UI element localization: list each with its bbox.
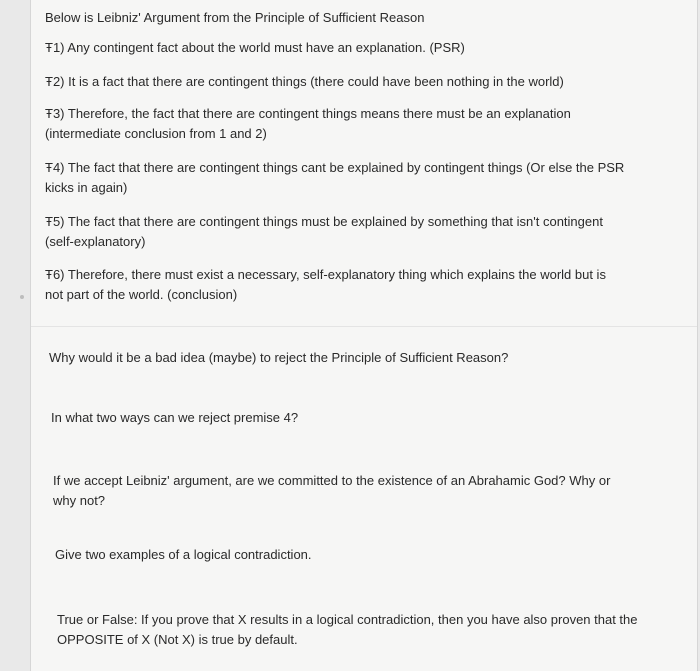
document-heading: Below is Leibniz' Argument from the Principle of Sufficient Reason [45, 10, 425, 25]
margin-dot [20, 295, 24, 299]
premise-4: Ŧ4) The fact that there are contingent things cant be explained by contingent things (Or else the PSR kicks in again) [45, 160, 625, 195]
question-2: In what two ways can we reject premise 4? [51, 410, 299, 425]
premise-1: Ŧ1) Any contingent fact about the world must have an explanation. (PSR) [45, 40, 465, 55]
question-5: True or False: If you prove that X results in a logical contradiction, then you have also proven that the OPPOSITE of X (Not X) is true by default. [57, 612, 638, 647]
premise-5: Ŧ5) The fact that there are contingent things must be explained by something that isn't contingent (self-explanatory) [45, 214, 603, 249]
document-page [30, 0, 698, 671]
question-1: Why would it be a bad idea (maybe) to reject the Principle of Sufficient Reason? [49, 350, 509, 365]
premise-6-conclusion: Ŧ6) Therefore, there must exist a necessary, self-explanatory thing which explains the world but is not part of the world. (conclusion) [45, 267, 606, 302]
premise-2: Ŧ2) It is a fact that there are contingent things (there could have been nothing in the world) [45, 74, 564, 89]
divider [31, 326, 697, 327]
question-3: If we accept Leibniz' argument, are we committed to the existence of an Abrahamic God? Why or why not? [53, 473, 611, 508]
premise-3: Ŧ3) Therefore, the fact that there are contingent things means there must be an explanation (intermediate conclusion from 1 and 2) [45, 106, 571, 141]
question-4: Give two examples of a logical contradiction. [55, 547, 312, 562]
